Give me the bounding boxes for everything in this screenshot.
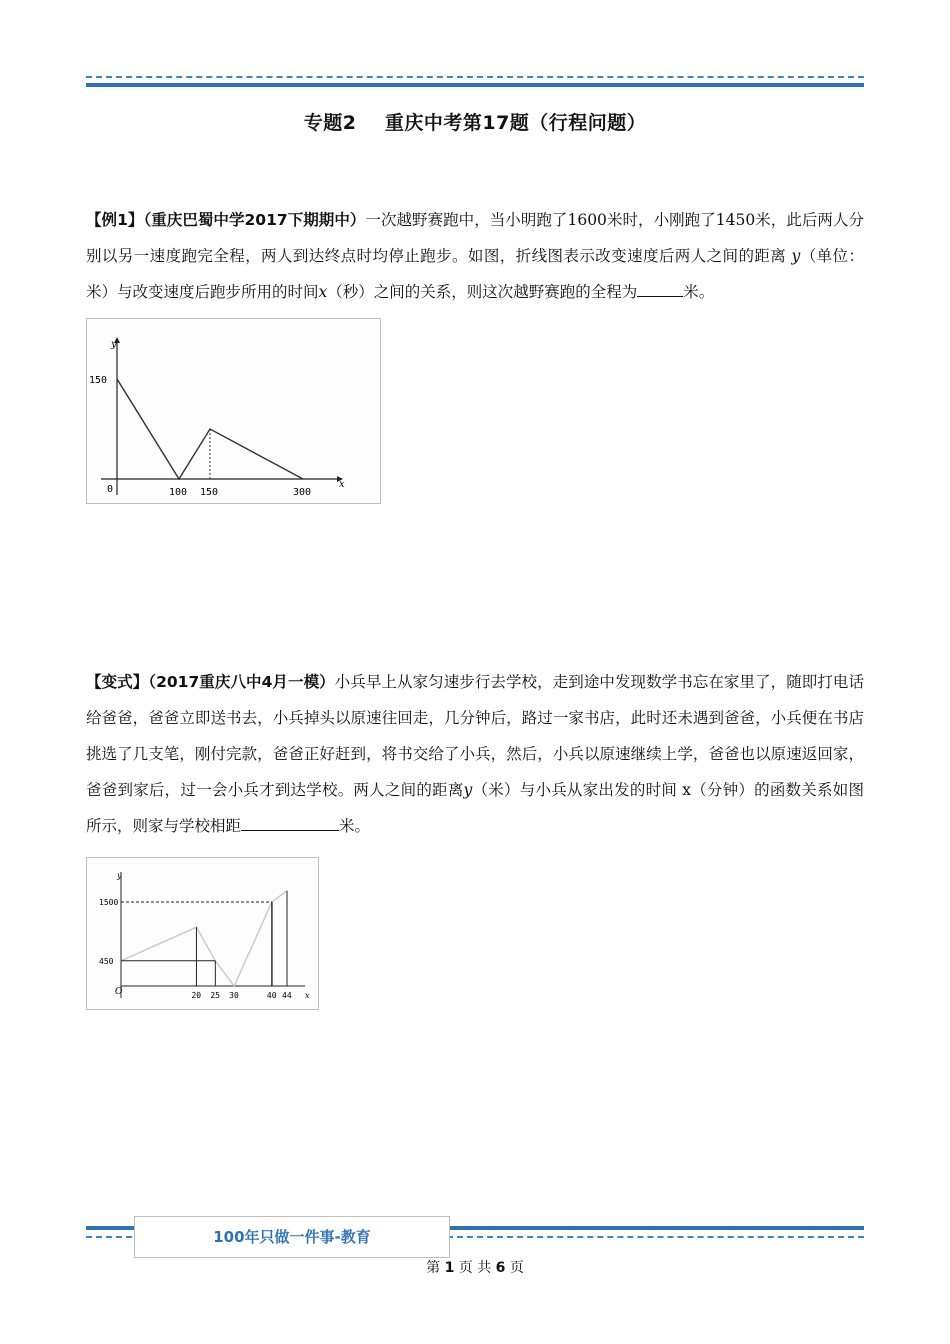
page-prefix: 第 bbox=[426, 1260, 441, 1276]
example1-var-y: y bbox=[791, 247, 801, 265]
x-tick-label: 150 bbox=[200, 487, 219, 498]
variant-text2: （米）与小兵从家出发的时间 x（分钟）的函数关系如图所示，则家与学校相距 bbox=[86, 781, 864, 835]
page-number bbox=[0, 1257, 950, 1277]
header-solid-rule bbox=[86, 83, 864, 87]
x-axis-label: x bbox=[339, 479, 345, 490]
example1-text2: （单位：米）与改变速度后跑步所用的时间 bbox=[86, 247, 864, 301]
variant-var-y: y bbox=[463, 781, 473, 799]
example1-figure bbox=[86, 318, 381, 504]
example1-source: （重庆巴蜀中学2017下期期中） bbox=[143, 211, 366, 229]
y-tick-label: 150 bbox=[89, 375, 108, 386]
x-tick-label: 30 bbox=[229, 991, 239, 1000]
page-suffix: 页 bbox=[509, 1260, 524, 1276]
x-tick-label: 300 bbox=[293, 487, 312, 498]
footer-slogan: 100年只做一件事-教育 bbox=[134, 1216, 450, 1258]
y-tick-label: 450 bbox=[99, 956, 114, 966]
variant-tag: 【变式】 bbox=[86, 673, 149, 691]
example1-tag: 【例1】 bbox=[86, 211, 144, 229]
header-dashed-rule bbox=[86, 76, 864, 78]
page-current: 1 bbox=[444, 1260, 455, 1276]
distance-series-line bbox=[121, 891, 287, 986]
x-tick-label: 100 bbox=[169, 487, 188, 498]
x-tick-label: 40 bbox=[266, 991, 277, 1000]
page-middle: 页 共 bbox=[458, 1260, 492, 1276]
x-tick-label: 20 bbox=[191, 991, 202, 1000]
example1-var-x: x bbox=[318, 283, 328, 301]
x-tick-label: 25 bbox=[210, 991, 220, 1000]
variant-source: （2017重庆八中4月一模） bbox=[148, 673, 335, 691]
origin-label: 0 bbox=[107, 484, 114, 495]
page-total: 6 bbox=[495, 1260, 506, 1276]
origin-label: O bbox=[115, 987, 123, 997]
example1-text3: （秒）之间的关系，则这次越野赛跑的全程为 bbox=[327, 283, 638, 301]
y-axis-label: y bbox=[111, 339, 117, 350]
y-axis-label: y bbox=[117, 871, 122, 880]
example1-answer-blank[interactable] bbox=[637, 278, 683, 297]
variant-text3: 米。 bbox=[339, 817, 371, 835]
variant-text1: 小兵早上从家匀速步行去学校，走到途中发现数学书忘在家里了，随即打电话给爸爸，爸爸立即送书去，小兵掉头以原速往回走，几分钟后，路过一家书店，此时还未遇到爸爸，小兵便在书店挑选了几支笔，刚付完款，爸爸正好赶到，将书交给了小兵，然后，小兵以原速继续上学，爸爸也以原速返回家，爸爸到家后，过一会小兵才到达学校。两人之间的距离 bbox=[86, 673, 864, 799]
example1-paragraph bbox=[86, 202, 864, 310]
example1-text1: 一次越野赛跑中，当小明跑了1600米时，小刚跑了1450米，此后两人分别以另一速度跑完全程，两人到达终点时均停止跑步。如图，折线图表示改变速度后两人之间的距离 bbox=[86, 211, 865, 265]
example1-line-chart bbox=[87, 319, 380, 503]
x-axis-label: x bbox=[305, 991, 310, 1000]
variant-paragraph bbox=[86, 664, 864, 844]
example1-text4: 米。 bbox=[683, 283, 715, 301]
variant-line-chart bbox=[87, 858, 318, 1009]
x-tick-label: 44 bbox=[282, 991, 292, 1000]
page-title: 专题2 重庆中考第17题（行程问题） bbox=[303, 112, 647, 134]
variant-answer-blank[interactable] bbox=[241, 812, 339, 831]
variant-figure bbox=[86, 857, 319, 1010]
y-tick-label: 1500 bbox=[99, 898, 119, 907]
